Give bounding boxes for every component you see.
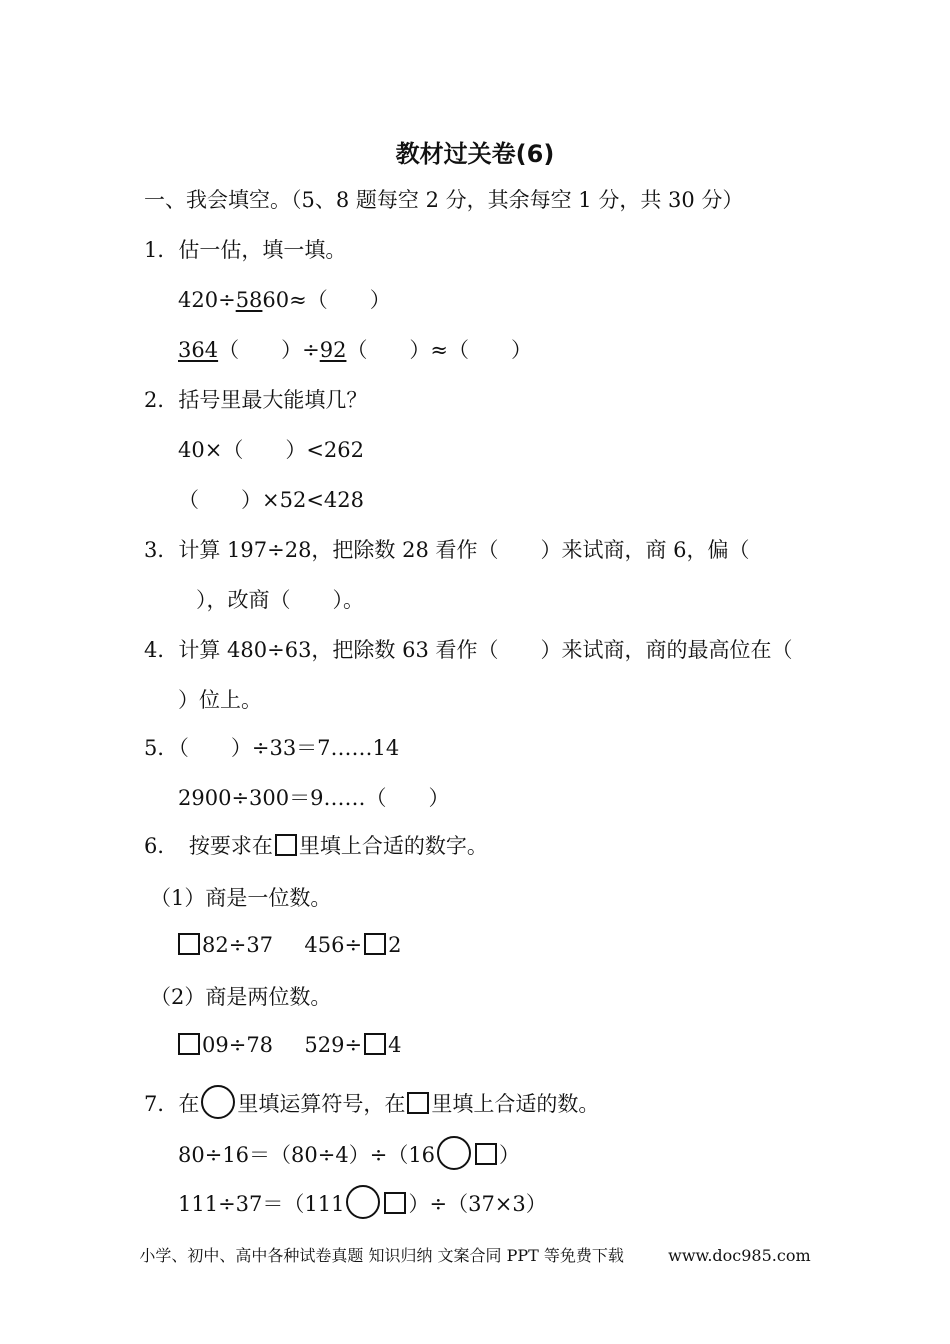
answer-box (275, 834, 297, 856)
q6-part-1: （1）商是一位数。 (150, 886, 332, 910)
answer-box[interactable] (475, 1143, 497, 1165)
q1-stem: 1．估一估，填一填。 (144, 238, 347, 262)
footer-url[interactable]: www.doc985.com (668, 1246, 811, 1265)
q1-line-a: 420÷5860≈（ ） (178, 288, 391, 312)
q4-line-1: 4．计算 480÷63，把除数 63 看作（ ）来试商，商的最高位在（ (144, 638, 793, 662)
q3-line-2: ），改商（ ）。 (196, 588, 364, 612)
operator-circle[interactable] (437, 1136, 471, 1170)
section-heading: 一、我会填空。（5、8 题每空 2 分，其余每空 1 分，共 30 分） (144, 188, 744, 212)
footer-text: 小学、初中、高中各种试卷真题 知识归纳 文案合同 PPT 等免费下载 (139, 1246, 624, 1265)
q5-line-a: 5．（ ）÷33＝7……14 (144, 736, 400, 760)
answer-box[interactable] (178, 1033, 200, 1055)
answer-box[interactable] (364, 933, 386, 955)
page-title: 教材过关卷(6) (395, 140, 555, 168)
answer-box[interactable] (384, 1192, 406, 1214)
operator-circle (201, 1085, 235, 1119)
q6-stem: 6． 按要求在 里填上合适的数字。 (144, 834, 488, 858)
q6-part-2: （2）商是两位数。 (150, 985, 332, 1009)
q3-line-1: 3．计算 197÷28，把除数 28 看作（ ）来试商，商 6，偏（ (144, 538, 750, 562)
q7-line-b: 111÷37＝（111 ）÷（37×3） (178, 1185, 547, 1219)
answer-box (407, 1092, 429, 1114)
operator-circle[interactable] (346, 1185, 380, 1219)
q5-line-b: 2900÷300＝9……（ ） (178, 786, 450, 810)
q6-part-1-items: 82÷37 456÷ 2 (178, 931, 401, 959)
q2-line-a: 40×（ ）<262 (178, 438, 364, 462)
q2-line-b: （ ）×52<428 (178, 488, 364, 512)
q6-part-2-items: 09÷78 529÷ 4 (178, 1031, 401, 1059)
answer-box[interactable] (364, 1033, 386, 1055)
q2-stem: 2．括号里最大能填几？ (144, 388, 368, 412)
q1-line-b: 364（ ）÷92（ ）≈（ ） (178, 338, 533, 362)
q7-stem: 7．在 里填运算符号，在 里填上合适的数。 (144, 1085, 599, 1119)
page-footer (0, 1245, 950, 1267)
answer-box[interactable] (178, 933, 200, 955)
q7-line-a: 80÷16＝（80÷4）÷（16 ） (178, 1136, 520, 1170)
q4-line-2: ）位上。 (178, 688, 262, 712)
